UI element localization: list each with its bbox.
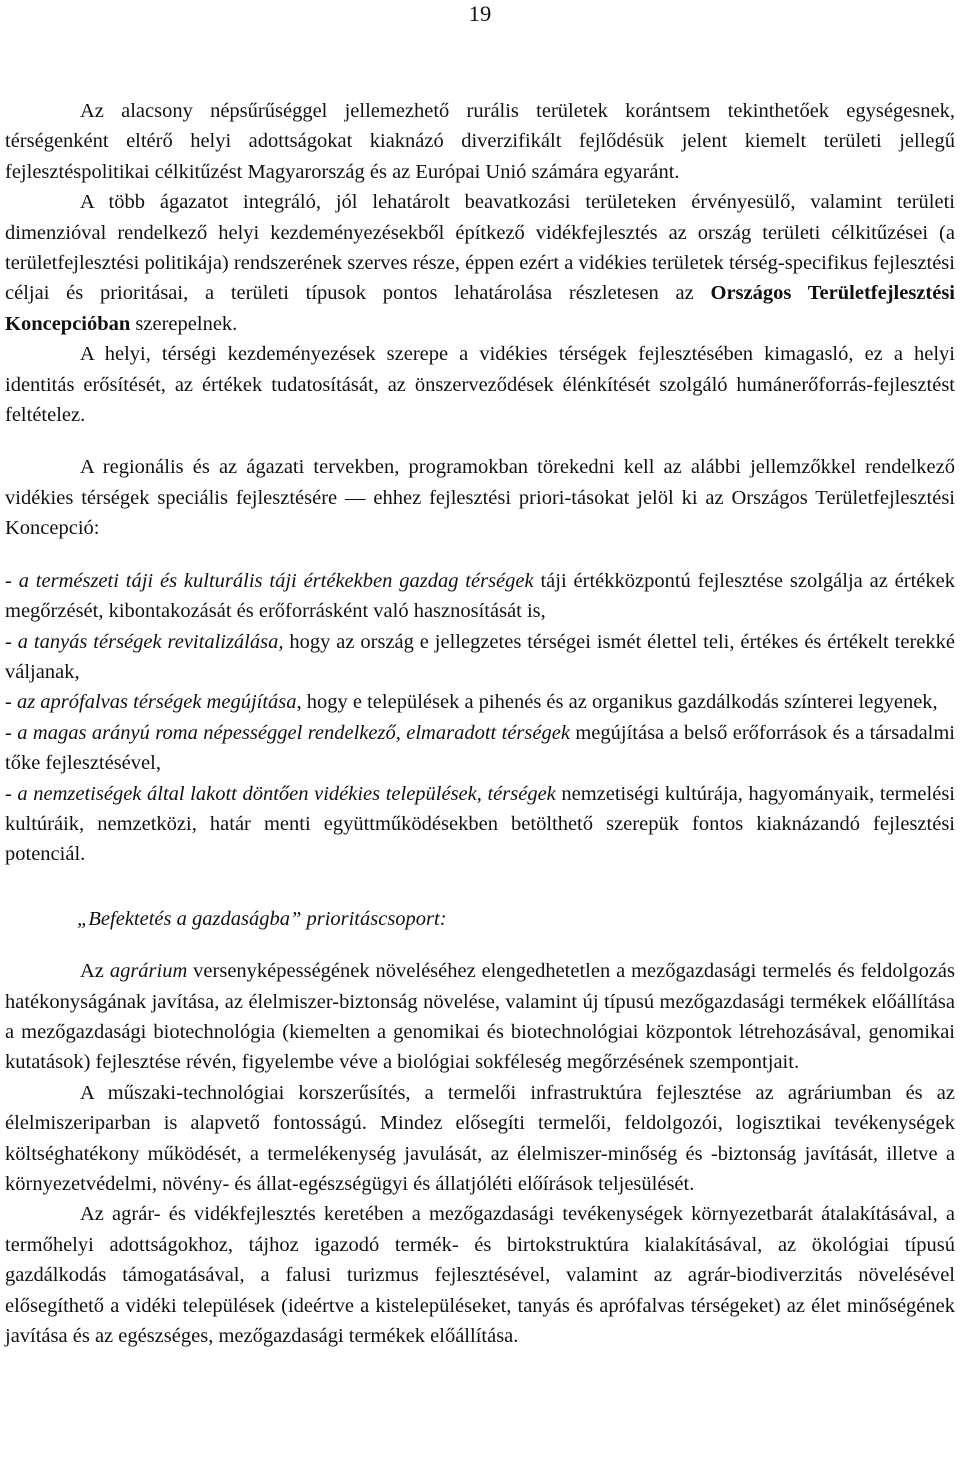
spacer — [5, 430, 955, 452]
paragraph-text: versenyképességének növeléséhez elengedhetetlen a mezőgazdasági termelés és feldolgozás hatékonyságának javítása, az élelmiszer-biztonság növelése, valamint új típusú mezőgazdasági termékek előállítása a mezőgazdasági biotechnológia (kiemelten a genomikai és biotechnológiai központok létrehozásával, genomikai kutatások) fejlesztése révén, figyelembe véve a biológiai sokféleség megőrzésének szempontjait. — [5, 960, 955, 1074]
paragraph-text: szerepelnek. — [130, 312, 238, 335]
list-item-italic: - a természeti táji és kulturális táji értékekben gazdag térségek — [5, 569, 534, 592]
list-item-text: megújítása a belső erőforrások és a társadalmi tőke fejlesztésével, — [5, 721, 955, 775]
paragraph-regional-plans: A regionális és az ágazati tervekben, programokban törekedni kell az alábbi jellemzőkkel rendelkező vidékies térségek speciális fejlesztésére ― ehhez fejlesztési priori-tásokat jelöl ki az Országos Területfejlesztési Koncepció: — [5, 456, 955, 540]
list-item-text: hogy e települések a pihenés és az organikus gazdálkodás színterei legyenek, — [301, 691, 938, 714]
list-item — [5, 627, 955, 688]
document-body — [5, 96, 955, 1351]
list-item-text: nemzetiségi kultúrája, hagyományaik, termelési kultúráik, nemzetközi, határ menti együttműködésekben betölthető szerepük fontos kiaknázandó fejlesztési potenciál. — [5, 782, 955, 866]
list-item — [5, 779, 955, 870]
list-item-italic: - a nemzetiségek által lakott döntően vidékies települések, térségek — [5, 782, 556, 805]
paragraph-technology: A műszaki-technológiai korszerűsítés, a termelői infrastruktúra fejlesztése az agráriumban és az élelmiszeriparban is alapvető fontosságú. Mindez elősegíti termelői, feldolgozói, logisztikai tevékenységek költséghatékony működését, a termelékenység javulását, az élelmiszer-minőség és -biztonság javítását, illetve a környezetvédelmi, növény- és állat-egészségügyi és állatjóléti előírások teljesülését. — [5, 1081, 955, 1195]
paragraph-agriculture — [5, 956, 955, 1078]
list-item — [5, 687, 955, 717]
paragraph-text: Az — [80, 960, 110, 983]
paragraph-text: A több ágazatot integráló, jól lehatárolt beavatkozási területeken érvényesülő, valamint területi dimenzióval rendelkező helyi kezdeményezésekből építkező vidékfejlesztés az ország területi célkitűzései (a területfejlesztési politikája) rendszerének szerves része, éppen ezért a vidékies területek térség-specifikus fejlesztési céljai és prioritásai, a területi típusok pontos lehatárolása részletesen az — [5, 191, 955, 305]
section-heading: „Befektetés a gazdaságba” prioritáscsoport: — [77, 907, 447, 930]
list-item-text: táji értékközpontú fejlesztése szolgálja az értékek megőrzését, kibontakozását és erőforrásként való hasznosítását is, — [5, 569, 955, 623]
spacer — [5, 934, 955, 956]
agrarium-italic: agrárium — [109, 960, 188, 983]
paragraph-local-initiatives: A helyi, térségi kezdeményezések szerepe a vidékies térségek fejlesztésében kimagasló, ez a helyi identitás erősítését, az értékek tudatosítását, az önszerveződések élénkítését szolgáló humánerőforrás-fejlesztést feltételez. — [5, 343, 955, 427]
spacer — [5, 870, 955, 904]
paragraph-agri-rural-development: Az agrár- és vidékfejlesztés keretében a mezőgazdasági tevékenységek környezetbarát átalakításával, a termőhelyi adottságokhoz, tájhoz igazodó termék- és birtokstruktúra kialakításával, az ökológiai típusú gazdálkodás támogatásával, a falusi turizmus fejlesztésével, valamint az agrár-biodiverzitás növelésével elősegíthető a vidéki települések (ideértve a kistelepüléseket, tanyás és aprófalvas térségeket) az élet minőségének javítása és az egészséges, mezőgazdasági termékek előállítása. — [5, 1203, 955, 1348]
concept-title-bold: Országos Területfejlesztési Koncepcióban — [5, 282, 955, 335]
list-item-italic: - a magas arányú roma népességgel rendelkező, elmaradott térségek — [5, 721, 570, 744]
list-item — [5, 718, 955, 779]
list-item-italic: - az aprófalvas térségek megújítása, — [5, 691, 302, 714]
list-item — [5, 566, 955, 627]
paragraph-rural-development — [5, 187, 955, 339]
paragraph-rural-areas: Az alacsony népsűrűséggel jellemezhető rurális területek korántsem tekinthetőek egységesnek, térségenként eltérő helyi adottságokat kiaknázó diverzifikált fejlődésük jelent kiemelt területi jellegű fejlesztéspolitikai célkitűzést Magyarország és az Európai Unió számára egyaránt. — [5, 100, 955, 183]
list-item-text: hogy az ország e jellegzetes térségei ismét élettel teli, értékes és értékelt terekké váljanak, — [5, 630, 955, 683]
spacer — [5, 544, 955, 566]
list-item-italic: - a tanyás térségek revitalizálása, — [5, 630, 284, 653]
page-number: 19 — [468, 1, 492, 26]
